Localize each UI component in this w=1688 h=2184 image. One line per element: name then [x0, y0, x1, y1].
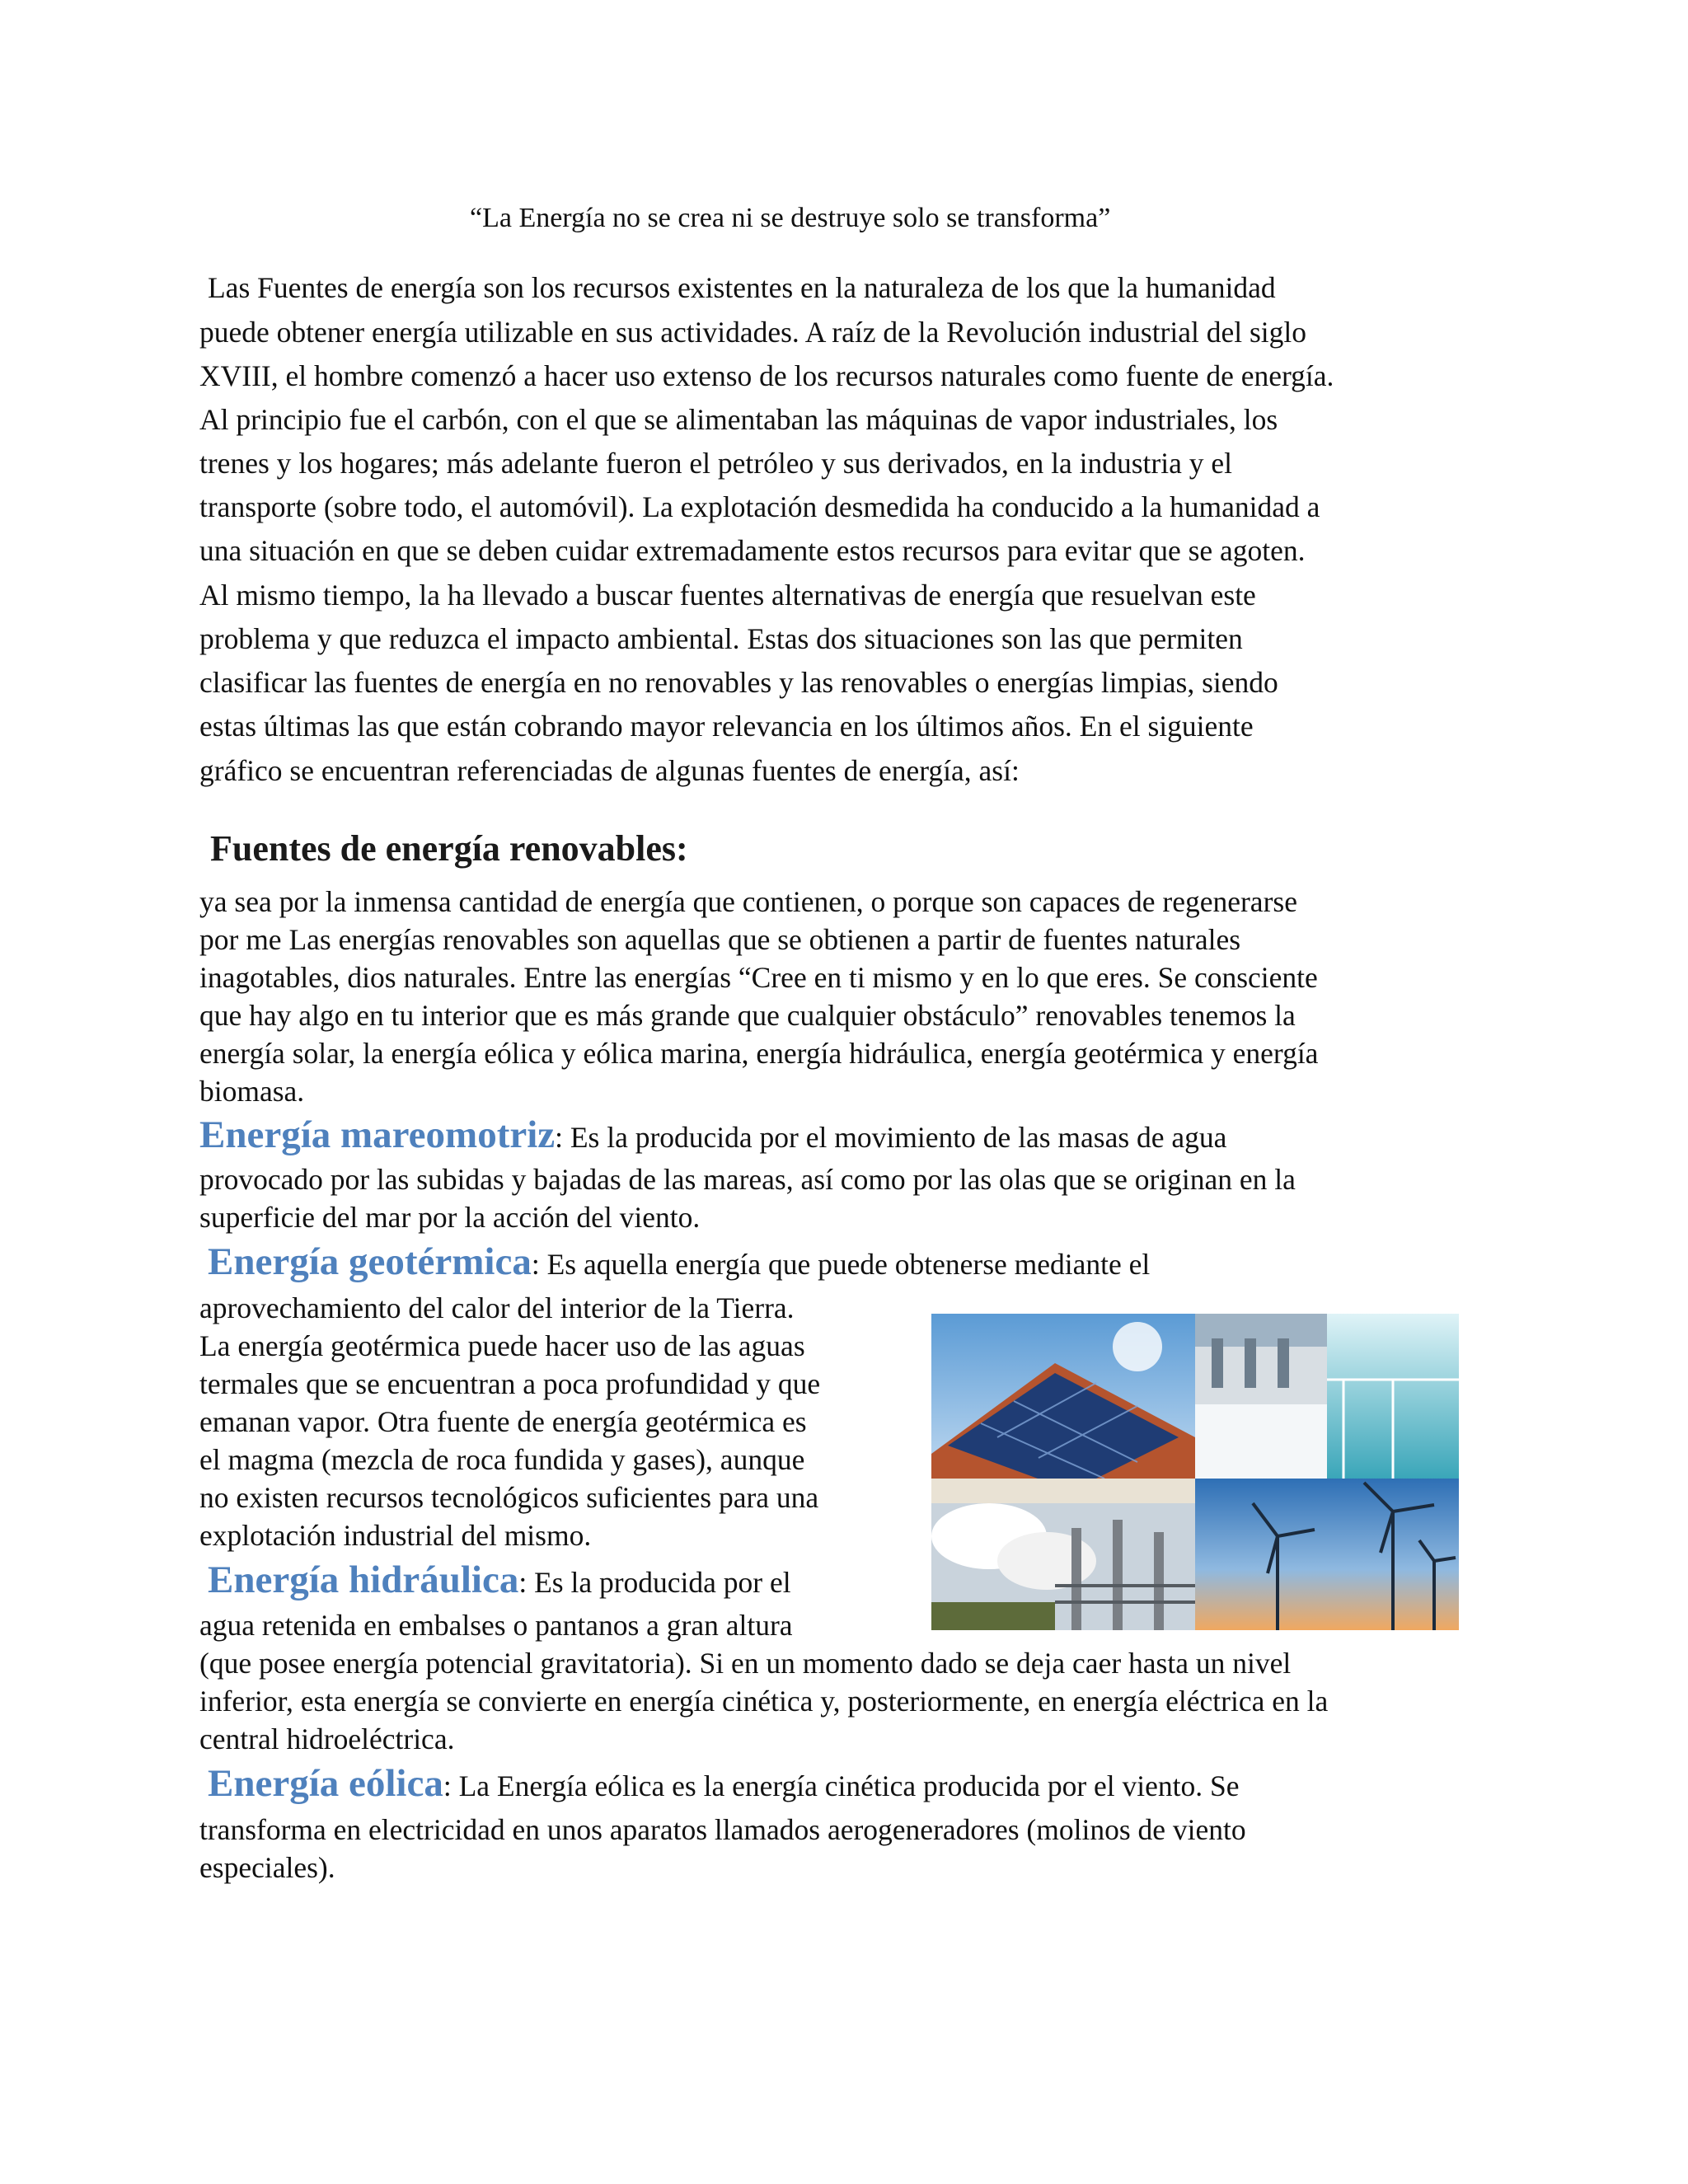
intro-line: trenes y los hogares; más adelante fueron el petróleo y sus derivados, en la industria y el — [199, 447, 1232, 480]
renovables-line: por me Las energías renovables son aquellas que se obtienen a partir de fuentes naturales — [199, 923, 1241, 956]
intro-line: una situación en que se deben cuidar extremadamente estos recursos para evitar que se agoten. — [199, 534, 1306, 567]
section-heading-mareomotriz: Energía mareomotriz — [199, 1113, 556, 1156]
geotermica-first-line — [208, 1240, 1151, 1283]
page-quote: “La Energía no se crea ni se destruye solo se transforma” — [470, 203, 1111, 233]
intro-line: transporte (sobre todo, el automóvil). La explotación desmedida ha conducido a la humanidad a — [199, 490, 1320, 523]
renovables-line: ya sea por la inmensa cantidad de energía que contienen, o porque son capaces de regenerarse — [199, 885, 1297, 918]
renewable-energy-collage-icon — [931, 1314, 1459, 1630]
mareomotriz-line: provocado por las subidas y bajadas de las mareas, así como por las olas que se originan en la — [199, 1163, 1296, 1196]
renewable-energy-collage-image — [931, 1314, 1459, 1630]
section-heading-eolica: Energía eólica — [208, 1762, 443, 1805]
renovables-line: biomasa. — [199, 1075, 305, 1108]
geotermica-text: : Es aquella energía que puede obtenerse mediante el — [531, 1248, 1151, 1281]
intro-line: estas últimas las que están cobrando mayor relevancia en los últimos años. En el siguiente — [199, 710, 1254, 743]
eolica-line: especiales). — [199, 1851, 335, 1884]
geotermica-line: emanan vapor. Otra fuente de energía geotérmica es — [199, 1405, 807, 1438]
hidraulica-line: central hidroeléctrica. — [199, 1722, 455, 1755]
hidraulica-line: (que posee energía potencial gravitatoria). Si en un momento dado se deja caer hasta un nivel — [199, 1647, 1292, 1680]
mareomotriz-line: superficie del mar por la acción del viento. — [199, 1201, 701, 1234]
section-heading-geotermica: Energía geotérmica — [208, 1240, 532, 1283]
hidraulica-text: : Es la producida por el — [518, 1566, 791, 1599]
geotermica-line: explotación industrial del mismo. — [199, 1519, 592, 1552]
eolica-line: transforma en electricidad en unos aparatos llamados aerogeneradores (molinos de viento — [199, 1813, 1246, 1846]
renovables-line: que hay algo en tu interior que es más grande que cualquier obstáculo” renovables tenemos la — [199, 999, 1296, 1032]
hidraulica-first-line — [208, 1558, 791, 1601]
geotermica-line: no existen recursos tecnológicos suficientes para una — [199, 1481, 819, 1514]
intro-line: clasificar las fuentes de energía en no renovables y las renovables o energías limpias, siendo — [199, 666, 1278, 699]
intro-line: problema y que reduzca el impacto ambiental. Estas dos situaciones son las que permiten — [199, 622, 1243, 655]
geotermica-line: el magma (mezcla de roca fundida y gases), aunque — [199, 1443, 805, 1476]
hidraulica-line: agua retenida en embalses o pantanos a gran altura — [199, 1609, 793, 1642]
renovables-line: inagotables, dios naturales. Entre las energías “Cree en ti mismo y en lo que eres. Se consciente — [199, 961, 1318, 994]
eolica-first-line — [208, 1762, 1240, 1805]
intro-line: Las Fuentes de energía son los recursos existentes en la naturaleza de los que la humanidad — [208, 271, 1276, 304]
geotermica-line: aprovechamiento del calor del interior de la Tierra. — [199, 1291, 795, 1324]
section-heading-renovables: Fuentes de energía renovables: — [210, 828, 688, 869]
hidraulica-line: inferior, esta energía se convierte en energía cinética y, posteriormente, en energía eléctrica en la — [199, 1685, 1329, 1718]
intro-line: gráfico se encuentran referenciadas de algunas fuentes de energía, así: — [199, 754, 1020, 787]
eolica-text: : La Energía eólica es la energía cinética producida por el viento. Se — [443, 1769, 1240, 1802]
section-heading-hidraulica: Energía hidráulica — [208, 1558, 519, 1601]
intro-line: Al principio fue el carbón, con el que se alimentaban las máquinas de vapor industriales, los — [199, 403, 1278, 436]
geotermica-line: La energía geotérmica puede hacer uso de las aguas — [199, 1329, 805, 1362]
intro-line: puede obtener energía utilizable en sus actividades. A raíz de la Revolución industrial del siglo — [199, 316, 1307, 349]
renovables-line: energía solar, la energía eólica y eólica marina, energía hidráulica, energía geotérmica y energía — [199, 1037, 1319, 1070]
mareomotriz-text: : Es la producida por el movimiento de las masas de agua — [555, 1121, 1227, 1154]
geotermica-line: termales que se encuentran a poca profundidad y que — [199, 1367, 821, 1400]
intro-line: XVIII, el hombre comenzó a hacer uso extenso de los recursos naturales como fuente de energía. — [199, 359, 1334, 392]
mareomotriz-first-line — [199, 1113, 1227, 1156]
intro-line: Al mismo tiempo, la ha llevado a buscar fuentes alternativas de energía que resuelvan este — [199, 579, 1256, 612]
